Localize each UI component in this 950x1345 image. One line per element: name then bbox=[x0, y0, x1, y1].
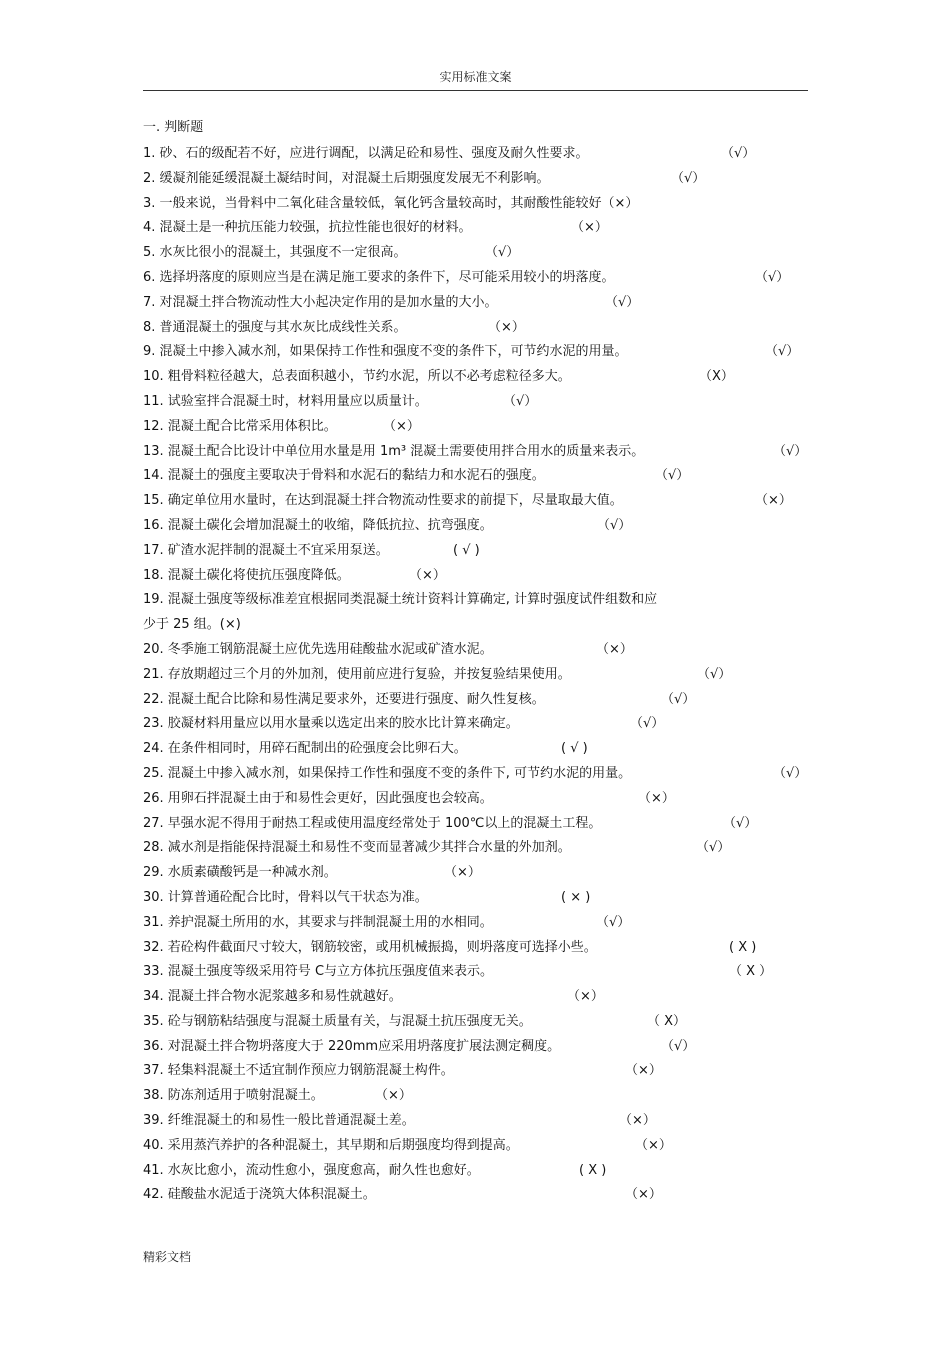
question-item bbox=[143, 318, 808, 343]
answer-mark: （√） bbox=[755, 269, 790, 285]
question-item bbox=[143, 1037, 808, 1062]
answer-mark: （√） bbox=[773, 765, 808, 781]
answer-mark: （√） bbox=[630, 716, 665, 732]
question-text: 26. 用卵石拌混凝土由于和易性会更好，因此强度也会较高。 bbox=[143, 790, 493, 806]
question-item bbox=[143, 342, 808, 367]
question-text: 36. 对混凝土拌合物坍落度大于 220mm应采用坍落度扩展法测定稠度。 bbox=[143, 1038, 561, 1054]
question-item bbox=[143, 516, 808, 541]
answer-mark: ( √ ) bbox=[453, 542, 480, 558]
question-text: 4. 混凝土是一种抗压能力较强，抗拉性能也很好的材料。 bbox=[143, 220, 472, 236]
question-item bbox=[143, 491, 808, 516]
question-item bbox=[143, 590, 808, 615]
question-item bbox=[143, 243, 808, 268]
question-item bbox=[143, 615, 808, 640]
page-header: 实用标准文案 bbox=[439, 70, 512, 84]
question-text: 42. 硅酸盐水泥适于浇筑大体积混凝土。 bbox=[143, 1187, 376, 1203]
question-text: 31. 养护混凝土所用的水，其要求与拌制混凝土用的水相同。 bbox=[143, 914, 493, 930]
answer-mark: （×） bbox=[625, 1187, 662, 1203]
answer-mark: （X） bbox=[699, 369, 734, 385]
question-item bbox=[143, 1161, 808, 1186]
answer-mark: ( X ) bbox=[579, 1162, 607, 1178]
question-item bbox=[143, 714, 808, 739]
question-item bbox=[143, 938, 808, 963]
question-item bbox=[143, 169, 808, 194]
question-item bbox=[143, 814, 808, 839]
question-item bbox=[143, 194, 808, 219]
question-text: 37. 轻集料混凝土不适宜制作预应力钢筋混凝土构件。 bbox=[143, 1063, 454, 1079]
answer-mark: （×） bbox=[409, 567, 446, 583]
question-item bbox=[143, 1061, 808, 1086]
question-text: 12. 混凝土配合比常采用体积比。 bbox=[143, 418, 337, 434]
question-text: 2. 缓凝剂能延缓混凝土凝结时间，对混凝土后期强度发展无不利影响。 bbox=[143, 170, 550, 186]
answer-mark: （√） bbox=[765, 344, 800, 360]
question-text: 29. 水质素磺酸钙是一种减水剂。 bbox=[143, 865, 337, 881]
question-text: 24. 在条件相同时，用碎石配制出的砼强度会比卵石大。 bbox=[143, 741, 467, 757]
answer-mark: （×） bbox=[375, 1088, 412, 1104]
question-text: 18. 混凝土碳化将使抗压强度降低。 bbox=[143, 567, 350, 583]
answer-mark: （×） bbox=[619, 1113, 656, 1129]
answer-mark: （√） bbox=[503, 393, 538, 409]
question-item bbox=[143, 417, 808, 442]
question-item bbox=[143, 1086, 808, 1111]
question-item bbox=[143, 218, 808, 243]
question-list bbox=[143, 144, 808, 1210]
question-item bbox=[143, 541, 808, 566]
answer-mark: ( × ) bbox=[561, 889, 591, 905]
answer-mark: （×） bbox=[383, 418, 420, 434]
question-item bbox=[143, 962, 808, 987]
section-title: 一. 判断题 bbox=[143, 120, 204, 135]
question-item bbox=[143, 665, 808, 690]
question-text: 少于 25 组。(×) bbox=[143, 617, 241, 633]
question-text: 9. 混凝土中掺入减水剂，如果保持工作性和强度不变的条件下，可节约水泥的用量。 bbox=[143, 344, 628, 360]
question-item bbox=[143, 987, 808, 1012]
page-footer: 精彩文档 bbox=[143, 1250, 192, 1264]
question-text: 30. 计算普通砼配合比时，骨料以气干状态为准。 bbox=[143, 889, 428, 905]
answer-mark: ( X ) bbox=[729, 939, 757, 955]
answer-mark: （ X） bbox=[647, 1013, 687, 1029]
question-text: 17. 矿渣水泥拌制的混凝土不宜采用泵送。 bbox=[143, 542, 389, 558]
answer-mark: （ X ） bbox=[729, 964, 773, 980]
question-text: 10. 粗骨料粒径越大，总表面积越小，节约水泥，所以不必考虑粒径多大。 bbox=[143, 369, 571, 385]
question-text: 20. 冬季施工钢筋混凝土应优先选用硅酸盐水泥或矿渣水泥。 bbox=[143, 641, 493, 657]
question-text: 40. 采用蒸汽养护的各种混凝土，其早期和后期强度均得到提高。 bbox=[143, 1137, 519, 1153]
answer-mark: （√） bbox=[697, 666, 732, 682]
question-text: 15. 确定单位用水量时，在达到混凝土拌合物流动性要求的前提下，尽量取最大值。 bbox=[143, 493, 623, 509]
answer-mark: （√） bbox=[661, 1038, 696, 1054]
question-item bbox=[143, 144, 808, 169]
question-text: 39. 纤维混凝土的和易性一般比普通混凝土差。 bbox=[143, 1113, 415, 1129]
answer-mark: （×） bbox=[755, 493, 792, 509]
question-item bbox=[143, 913, 808, 938]
question-text: 38. 防冻剂适用于喷射混凝土。 bbox=[143, 1088, 324, 1104]
answer-mark: （×） bbox=[635, 1137, 672, 1153]
question-text: 19. 混凝土强度等级标准差宜根据同类混凝土统计资料计算确定, 计算时强度试件组数和应 bbox=[143, 592, 658, 608]
answer-mark: （×） bbox=[571, 220, 608, 236]
question-item bbox=[143, 764, 808, 789]
question-item bbox=[143, 789, 808, 814]
question-item bbox=[143, 268, 808, 293]
answer-mark: （×） bbox=[596, 641, 633, 657]
answer-mark: （√） bbox=[597, 517, 632, 533]
question-text: 22. 混凝土配合比除和易性满足要求外，还要进行强度、耐久性复核。 bbox=[143, 691, 545, 707]
answer-mark: （×） bbox=[625, 1063, 662, 1079]
question-text: 34. 混凝土拌合物水泥浆越多和易性就越好。 bbox=[143, 989, 402, 1005]
question-text: 21. 存放期超过三个月的外加剂，使用前应进行复验，并按复验结果使用。 bbox=[143, 666, 571, 682]
question-item bbox=[143, 838, 808, 863]
question-text: 11. 试验室拌合混凝土时，材料用量应以质量计。 bbox=[143, 393, 428, 409]
question-text: 5. 水灰比很小的混凝土，其强度不一定很高。 bbox=[143, 245, 407, 261]
answer-mark: （√） bbox=[723, 815, 758, 831]
question-text: 28. 减水剂是指能保持混凝土和易性不变而显著减少其拌合水量的外加剂。 bbox=[143, 840, 571, 856]
question-text: 13. 混凝土配合比设计中单位用水量是用 1m³ 混凝土需要使用拌合用水的质量来表示。 bbox=[143, 443, 645, 459]
question-item bbox=[143, 466, 808, 491]
answer-mark: （√） bbox=[721, 146, 756, 161]
question-text: 16. 混凝土碳化会增加混凝土的收缩，降低抗拉、抗弯强度。 bbox=[143, 517, 493, 533]
question-item bbox=[143, 392, 808, 417]
question-text: 23. 胶凝材料用量应以用水量乘以选定出来的胶水比计算来确定。 bbox=[143, 716, 519, 732]
answer-mark: （×） bbox=[638, 790, 675, 806]
question-text: 27. 早强水泥不得用于耐热工程或使用温度经常处于 100℃以上的混凝土工程。 bbox=[143, 815, 602, 831]
question-item bbox=[143, 442, 808, 467]
answer-mark: （√） bbox=[655, 468, 690, 484]
question-text: 14. 混凝土的强度主要取决于骨料和水泥石的黏结力和水泥石的强度。 bbox=[143, 468, 545, 484]
question-item bbox=[143, 863, 808, 888]
question-text: 7. 对混凝土拌合物流动性大小起决定作用的是加水量的大小。 bbox=[143, 294, 498, 310]
question-item bbox=[143, 1012, 808, 1037]
question-text: 32. 若砼构件截面尺寸较大，钢筋较密，或用机械振捣，则坍落度可选择小些。 bbox=[143, 939, 597, 955]
question-item bbox=[143, 690, 808, 715]
question-text: 6. 选择坍落度的原则应当是在满足施工要求的条件下，尽可能采用较小的坍落度。 bbox=[143, 269, 615, 285]
question-item bbox=[143, 739, 808, 764]
answer-mark: （√） bbox=[773, 443, 808, 459]
question-item bbox=[143, 1136, 808, 1161]
answer-mark: （√） bbox=[485, 245, 520, 261]
question-text: 25. 混凝土中掺入减水剂，如果保持工作性和强度不变的条件下, 可节约水泥的用量。 bbox=[143, 765, 632, 781]
question-item bbox=[143, 640, 808, 665]
question-text: 41. 水灰比愈小，流动性愈小，强度愈高，耐久性也愈好。 bbox=[143, 1162, 480, 1178]
answer-mark: ( √ ) bbox=[561, 741, 588, 757]
answer-mark: （√） bbox=[661, 691, 696, 707]
question-text: 35. 砼与钢筋粘结强度与混凝土质量有关，与混凝土抗压强度无关。 bbox=[143, 1013, 532, 1029]
question-item bbox=[143, 566, 808, 591]
answer-mark: （√） bbox=[596, 914, 631, 930]
answer-mark: （√） bbox=[671, 170, 706, 186]
question-text: 3. 一般来说，当骨料中二氧化硅含量较低，氧化钙含量较高时，其耐酸性能较好（×） bbox=[143, 195, 639, 211]
answer-mark: （√） bbox=[605, 294, 640, 310]
question-item bbox=[143, 293, 808, 318]
question-item bbox=[143, 888, 808, 913]
header-rule bbox=[143, 90, 808, 91]
question-item bbox=[143, 1185, 808, 1210]
question-item bbox=[143, 1111, 808, 1136]
question-text: 8. 普通混凝土的强度与其水灰比成线性关系。 bbox=[143, 319, 407, 335]
question-text: 33. 混凝土强度等级采用符号 C与立方体抗压强度值来表示。 bbox=[143, 964, 494, 980]
question-item bbox=[143, 367, 808, 392]
answer-mark: （×） bbox=[567, 989, 604, 1005]
answer-mark: （√） bbox=[696, 840, 731, 856]
answer-mark: （×） bbox=[444, 865, 481, 881]
answer-mark: （×） bbox=[488, 319, 525, 335]
question-text: 1. 砂、石的级配若不好，应进行调配，以满足砼和易性、强度及耐久性要求。 bbox=[143, 146, 589, 161]
